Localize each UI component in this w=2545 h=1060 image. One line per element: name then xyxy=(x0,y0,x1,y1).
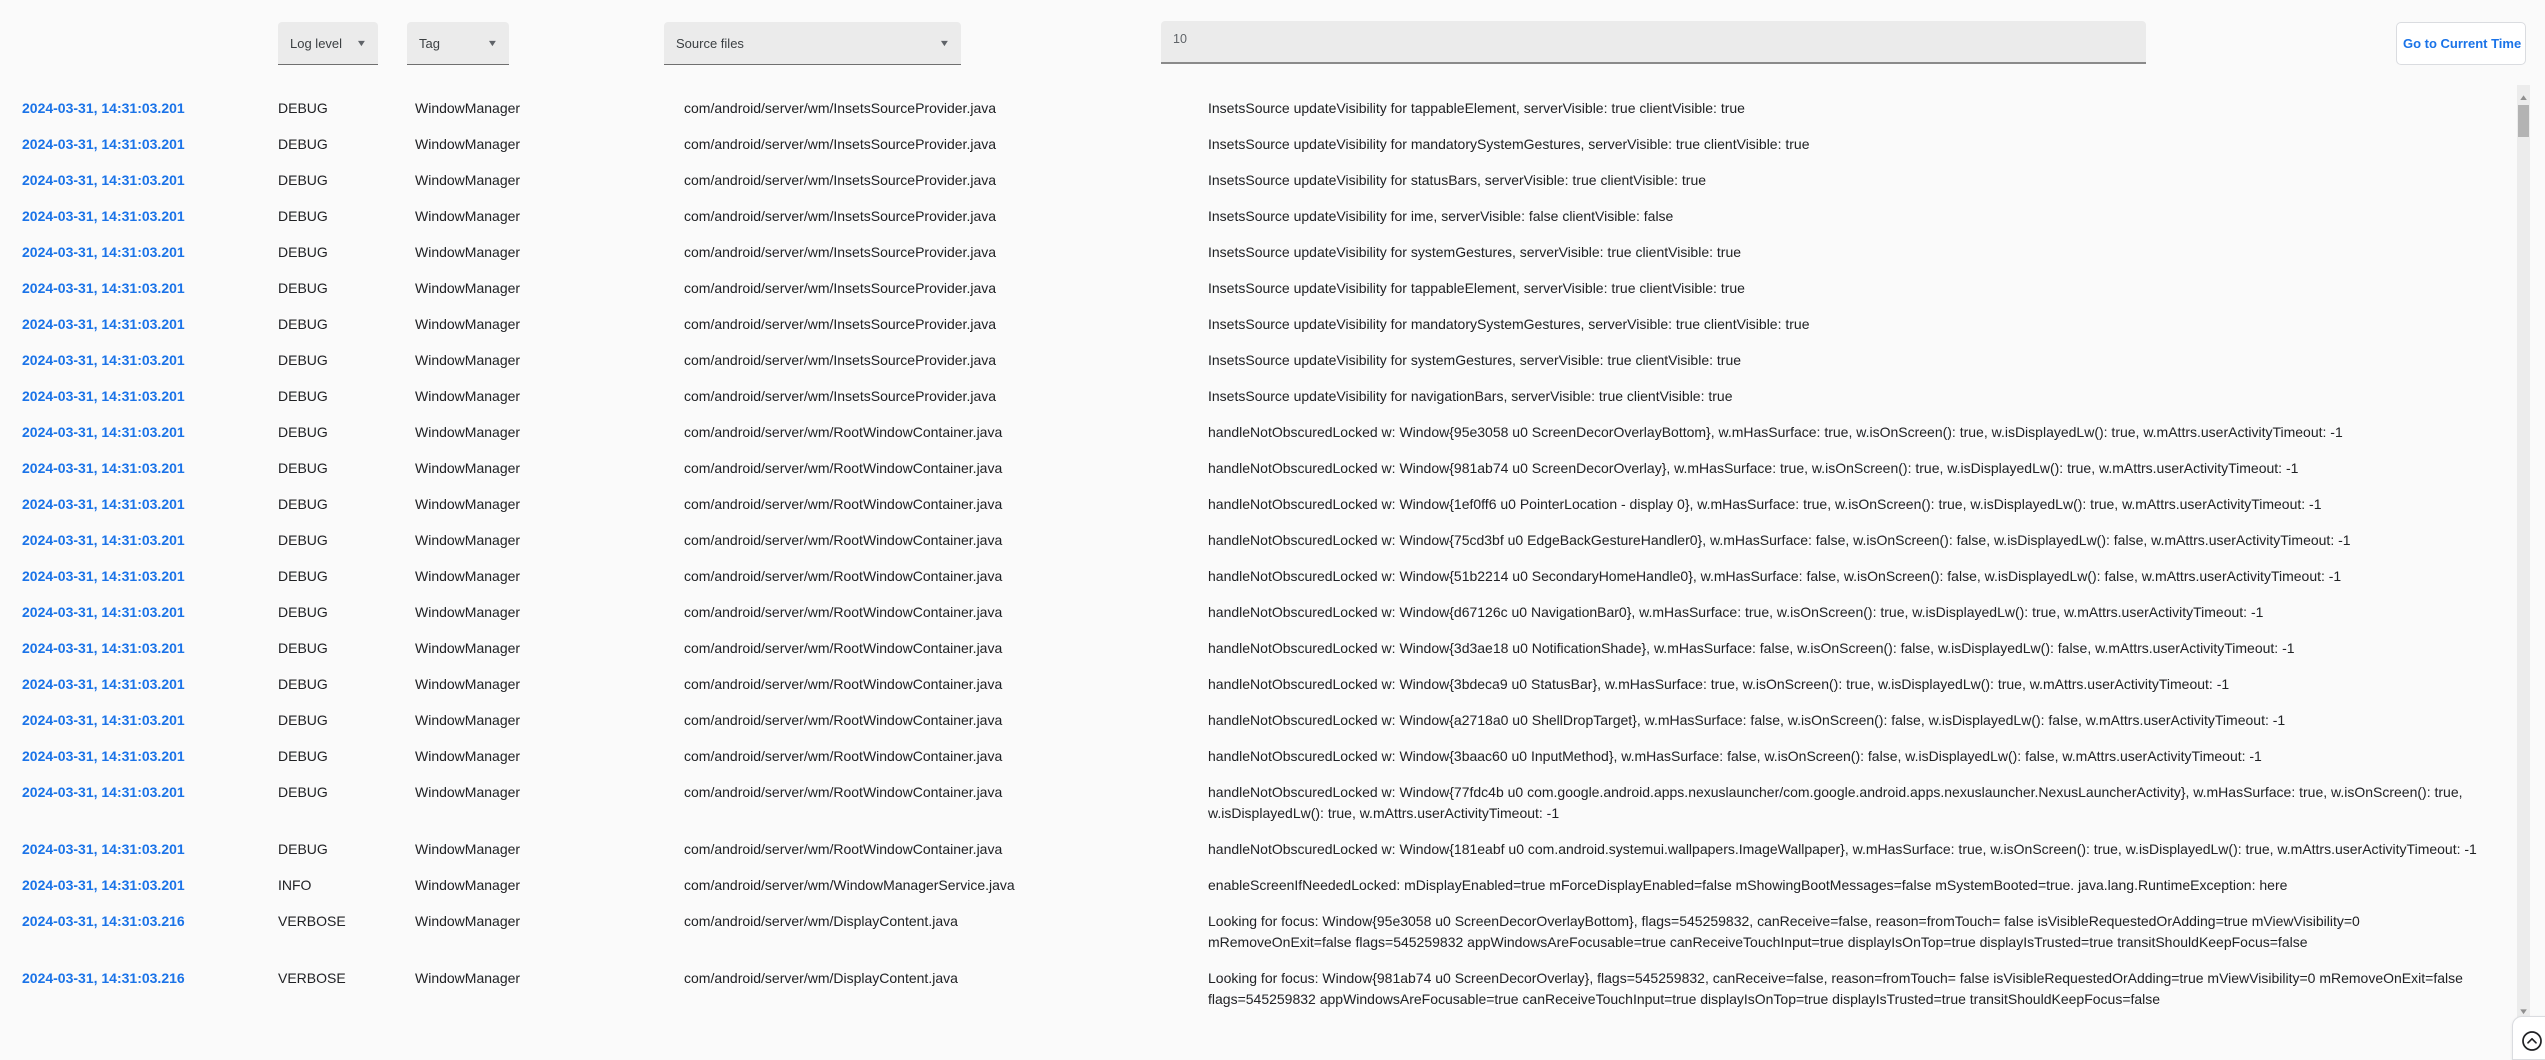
log-tag-cell: WindowManager xyxy=(415,876,521,893)
log-level-cell: DEBUG xyxy=(278,243,328,260)
log-row[interactable] xyxy=(0,378,2518,414)
log-message-cell: handleNotObscuredLocked w: Window{1ef0ff6 u0 PointerLocation - display 0}, w.mHasSurface: true, w.isOnScreen(): true, w.isDisplayedLw(): true, w.mAttrs.userActivityTimeout: -1 xyxy=(1208,495,2322,512)
log-row[interactable] xyxy=(0,960,2518,1017)
log-tag-cell: WindowManager xyxy=(415,840,521,857)
scrollbar-thumb[interactable] xyxy=(2518,105,2529,137)
log-timestamp-link[interactable]: 2024-03-31, 14:31:03.201 xyxy=(22,135,185,152)
log-row[interactable] xyxy=(0,522,2518,558)
log-level-cell: DEBUG xyxy=(278,351,328,368)
log-message-cell: InsetsSource updateVisibility for tappableElement, serverVisible: true clientVisible: true xyxy=(1208,279,1745,296)
log-source-file-cell: com/android/server/wm/DisplayContent.java xyxy=(684,912,958,929)
log-row[interactable] xyxy=(0,162,2518,198)
log-level-cell: DEBUG xyxy=(278,171,328,188)
log-tag-cell: WindowManager xyxy=(415,603,521,620)
go-to-current-time-button[interactable]: Go to Current Time xyxy=(2396,22,2526,65)
log-source-file-cell: com/android/server/wm/RootWindowContainer.java xyxy=(684,495,1003,512)
log-source-file-cell: com/android/server/wm/InsetsSourceProvider.java xyxy=(684,351,997,368)
log-message-cell: handleNotObscuredLocked w: Window{981ab74 u0 ScreenDecorOverlay}, w.mHasSurface: true, w.isOnScreen(): true, w.isDisplayedLw(): true, w.mAttrs.userActivityTimeout: -1 xyxy=(1208,459,2299,476)
log-row[interactable] xyxy=(0,867,2518,903)
log-level-cell: DEBUG xyxy=(278,603,328,620)
log-tag-cell: WindowManager xyxy=(415,495,521,512)
log-row[interactable] xyxy=(0,414,2518,450)
log-message-cell: handleNotObscuredLocked w: Window{a2718a0 u0 ShellDropTarget}, w.mHasSurface: false, w.isOnScreen(): false, w.isDisplayedLw(): false, w.mAttrs.userActivityTimeout: -1 xyxy=(1208,711,2286,728)
log-source-file-cell: com/android/server/wm/InsetsSourceProvider.java xyxy=(684,279,997,296)
log-tag-cell: WindowManager xyxy=(415,243,521,260)
log-message-cell: enableScreenIfNeededLocked: mDisplayEnabled=true mForceDisplayEnabled=false mShowingBootMessages=false mSystemBooted=true. java.lang.RuntimeException: here xyxy=(1208,876,2288,893)
log-timestamp-link[interactable]: 2024-03-31, 14:31:03.201 xyxy=(22,171,185,188)
log-tag-cell: WindowManager xyxy=(415,969,521,986)
log-message-cell: InsetsSource updateVisibility for statusBars, serverVisible: true clientVisible: true xyxy=(1208,171,1707,188)
log-source-file-cell: com/android/server/wm/InsetsSourceProvider.java xyxy=(684,387,997,404)
log-source-file-cell: com/android/server/wm/InsetsSourceProvider.java xyxy=(684,99,997,116)
log-level-cell: DEBUG xyxy=(278,279,328,296)
log-tag-cell: WindowManager xyxy=(415,459,521,476)
log-source-file-cell: com/android/server/wm/RootWindowContainer.java xyxy=(684,675,1003,692)
log-timestamp-link[interactable]: 2024-03-31, 14:31:03.201 xyxy=(22,279,185,296)
log-row[interactable] xyxy=(0,702,2518,738)
log-source-file-cell: com/android/server/wm/InsetsSourceProvider.java xyxy=(684,243,997,260)
log-timestamp-link[interactable]: 2024-03-31, 14:31:03.201 xyxy=(22,876,185,893)
log-level-cell: DEBUG xyxy=(278,711,328,728)
log-row[interactable] xyxy=(0,450,2518,486)
log-timestamp-link[interactable]: 2024-03-31, 14:31:03.201 xyxy=(22,783,185,800)
log-tag-cell: WindowManager xyxy=(415,315,521,332)
log-table xyxy=(0,90,2518,1017)
dropdown-arrow-icon: ▼ xyxy=(938,37,951,48)
log-message-cell: Looking for focus: Window{95e3058 u0 ScreenDecorOverlayBottom}, flags=545259832, canReceive=false, reason=fromTouch= false isVisibleRequestedOrAdding=true mViewVisibility=0 mRemoveOnExit=false flags=545259832 appWindowsAreFocusable=true canReceiveTouchInput=true displayIsOnTop=true displayIsTrusted=true transitShouldKeepFocus=false xyxy=(1208,912,2360,950)
log-level-filter-select[interactable] xyxy=(278,22,378,65)
log-level-cell: VERBOSE xyxy=(278,969,346,986)
log-row[interactable] xyxy=(0,774,2518,831)
log-timestamp-link[interactable]: 2024-03-31, 14:31:03.201 xyxy=(22,531,185,548)
log-tag-cell: WindowManager xyxy=(415,675,521,692)
log-source-file-cell: com/android/server/wm/InsetsSourceProvider.java xyxy=(684,135,997,152)
source-files-filter-label: Source files xyxy=(676,35,744,51)
log-level-cell: DEBUG xyxy=(278,135,328,152)
log-level-cell: DEBUG xyxy=(278,675,328,692)
log-timestamp-link[interactable]: 2024-03-31, 14:31:03.201 xyxy=(22,387,185,404)
log-row[interactable] xyxy=(0,738,2518,774)
log-row[interactable] xyxy=(0,270,2518,306)
log-source-file-cell: com/android/server/wm/RootWindowContainer.java xyxy=(684,567,1003,584)
log-source-file-cell: com/android/server/wm/RootWindowContainer.java xyxy=(684,531,1003,548)
dropdown-arrow-icon: ▼ xyxy=(486,37,499,48)
log-source-file-cell: com/android/server/wm/RootWindowContainer.java xyxy=(684,711,1003,728)
log-message-cell: handleNotObscuredLocked w: Window{75cd3bf u0 EdgeBackGestureHandler0}, w.mHasSurface: false, w.isOnScreen(): false, w.isDisplayedLw(): false, w.mAttrs.userActivityTimeout: -1 xyxy=(1208,531,2351,548)
log-message-cell: handleNotObscuredLocked w: Window{d67126c u0 NavigationBar0}, w.mHasSurface: true, w.isOnScreen(): true, w.isDisplayedLw(): true, w.mAttrs.userActivityTimeout: -1 xyxy=(1208,603,2264,620)
log-timestamp-link[interactable]: 2024-03-31, 14:31:03.201 xyxy=(22,99,185,116)
log-tag-cell: WindowManager xyxy=(415,711,521,728)
log-row[interactable] xyxy=(0,594,2518,630)
expand-up-circle-icon xyxy=(2520,1029,2544,1053)
log-message-cell: handleNotObscuredLocked w: Window{3d3ae18 u0 NotificationShade}, w.mHasSurface: false, w.isOnScreen(): false, w.isDisplayedLw(): false, w.mAttrs.userActivityTimeout: -1 xyxy=(1208,639,2295,656)
log-row[interactable] xyxy=(0,903,2518,960)
log-timestamp-link[interactable]: 2024-03-31, 14:31:03.201 xyxy=(22,495,185,512)
log-level-cell: DEBUG xyxy=(278,747,328,764)
log-source-file-cell: com/android/server/wm/RootWindowContainer.java xyxy=(684,603,1003,620)
log-level-cell: DEBUG xyxy=(278,459,328,476)
log-row[interactable] xyxy=(0,558,2518,594)
log-tag-cell: WindowManager xyxy=(415,747,521,764)
log-timestamp-link[interactable]: 2024-03-31, 14:31:03.201 xyxy=(22,351,185,368)
log-tag-cell: WindowManager xyxy=(415,207,521,224)
log-tag-cell: WindowManager xyxy=(415,531,521,548)
log-level-cell: DEBUG xyxy=(278,639,328,656)
log-timestamp-link[interactable]: 2024-03-31, 14:31:03.201 xyxy=(22,243,185,260)
log-message-cell: handleNotObscuredLocked w: Window{3bdeca9 u0 StatusBar}, w.mHasSurface: true, w.isOnScreen(): true, w.isDisplayedLw(): true, w.mAttrs.userActivityTimeout: -1 xyxy=(1208,675,2230,692)
log-source-file-cell: com/android/server/wm/InsetsSourceProvider.java xyxy=(684,207,997,224)
tag-filter-label: Tag xyxy=(419,35,440,51)
log-source-file-cell: com/android/server/wm/RootWindowContainer.java xyxy=(684,783,1003,800)
log-source-file-cell: com/android/server/wm/RootWindowContainer.java xyxy=(684,639,1003,656)
log-message-cell: handleNotObscuredLocked w: Window{95e3058 u0 ScreenDecorOverlayBottom}, w.mHasSurface: true, w.isOnScreen(): true, w.isDisplayedLw(): true, w.mAttrs.userActivityTimeout: -1 xyxy=(1208,423,2343,440)
log-message-cell: InsetsSource updateVisibility for mandatorySystemGestures, serverVisible: true clientVisible: true xyxy=(1208,135,1810,152)
scrollbar-up-arrow-icon[interactable]: ▲ xyxy=(2517,93,2530,102)
log-message-cell: handleNotObscuredLocked w: Window{3baac60 u0 InputMethod}, w.mHasSurface: false, w.isOnScreen(): false, w.isDisplayedLw(): false, w.mAttrs.userActivityTimeout: -1 xyxy=(1208,747,2262,764)
log-timestamp-link[interactable]: 2024-03-31, 14:31:03.201 xyxy=(22,423,185,440)
log-row[interactable] xyxy=(0,486,2518,522)
vertical-scrollbar[interactable] xyxy=(2517,85,2530,1022)
log-level-cell: DEBUG xyxy=(278,207,328,224)
filter-toolbar xyxy=(0,0,2545,85)
log-source-file-cell: com/android/server/wm/DisplayContent.java xyxy=(684,969,958,986)
dropdown-arrow-icon: ▼ xyxy=(355,37,368,48)
log-tag-cell: WindowManager xyxy=(415,99,521,116)
log-tag-cell: WindowManager xyxy=(415,279,521,296)
log-source-file-cell: com/android/server/wm/RootWindowContainer.java xyxy=(684,840,1003,857)
log-row[interactable] xyxy=(0,630,2518,666)
log-tag-cell: WindowManager xyxy=(415,351,521,368)
log-source-file-cell: com/android/server/wm/InsetsSourceProvider.java xyxy=(684,315,997,332)
log-source-file-cell: com/android/server/wm/RootWindowContainer.java xyxy=(684,747,1003,764)
log-timestamp-link[interactable]: 2024-03-31, 14:31:03.201 xyxy=(22,840,185,857)
log-message-cell: InsetsSource updateVisibility for ime, serverVisible: false clientVisible: false xyxy=(1208,207,1674,224)
log-timestamp-link[interactable]: 2024-03-31, 14:31:03.201 xyxy=(22,747,185,764)
log-message-cell: InsetsSource updateVisibility for navigationBars, serverVisible: true clientVisible: true xyxy=(1208,387,1733,404)
log-message-cell: handleNotObscuredLocked w: Window{77fdc4b u0 com.google.android.apps.nexuslauncher/com.google.android.apps.nexuslauncher.NexusLauncherActivity}, w.mHasSurface: true, w.isOnScreen(): true, w.isDisplayedLw(): true, w.mAttrs.userActivityTimeout: -1 xyxy=(1208,783,2463,821)
log-timestamp-link[interactable]: 2024-03-31, 14:31:03.201 xyxy=(22,315,185,332)
log-timestamp-link[interactable]: 2024-03-31, 14:31:03.216 xyxy=(22,969,185,986)
log-level-cell: DEBUG xyxy=(278,783,328,800)
log-row[interactable] xyxy=(0,342,2518,378)
log-message-cell: handleNotObscuredLocked w: Window{51b2214 u0 SecondaryHomeHandle0}, w.mHasSurface: false, w.isOnScreen(): false, w.isDisplayedLw(): false, w.mAttrs.userActivityTimeout: -1 xyxy=(1208,567,2342,584)
log-level-cell: DEBUG xyxy=(278,840,328,857)
log-timestamp-link[interactable]: 2024-03-31, 14:31:03.201 xyxy=(22,675,185,692)
scrollbar-down-arrow-icon[interactable]: ▼ xyxy=(2517,1007,2530,1016)
log-tag-cell: WindowManager xyxy=(415,423,521,440)
log-source-file-cell: com/android/server/wm/RootWindowContainer.java xyxy=(684,423,1003,440)
log-message-cell: handleNotObscuredLocked w: Window{181eabf u0 com.android.systemui.wallpapers.ImageWallpaper}, w.mHasSurface: true, w.isOnScreen(): true, w.isDisplayedLw(): true, w.mAttrs.userActivityTimeout: -1 xyxy=(1208,840,2477,857)
log-row[interactable] xyxy=(0,666,2518,702)
log-tag-cell: WindowManager xyxy=(415,387,521,404)
log-level-cell: INFO xyxy=(278,876,312,893)
log-timestamp-link[interactable]: 2024-03-31, 14:31:03.201 xyxy=(22,639,185,656)
log-row[interactable] xyxy=(0,126,2518,162)
log-source-file-cell: com/android/server/wm/RootWindowContainer.java xyxy=(684,459,1003,476)
log-message-cell: InsetsSource updateVisibility for systemGestures, serverVisible: true clientVisible: true xyxy=(1208,243,1742,260)
log-message-cell: Looking for focus: Window{981ab74 u0 ScreenDecorOverlay}, flags=545259832, canReceive=false, reason=fromTouch= false isVisibleRequestedOrAdding=true mViewVisibility=0 mRemoveOnExit=false flags=545259832 appWindowsAreFocusable=true canReceiveTouchInput=true displayIsOnTop=true displayIsTrusted=true transitShouldKeepFocus=false xyxy=(1208,969,2463,1007)
log-tag-cell: WindowManager xyxy=(415,783,521,800)
log-message-cell: InsetsSource updateVisibility for mandatorySystemGestures, serverVisible: true clientVisible: true xyxy=(1208,315,1810,332)
log-message-cell: InsetsSource updateVisibility for systemGestures, serverVisible: true clientVisible: true xyxy=(1208,351,1742,368)
log-tag-cell: WindowManager xyxy=(415,639,521,656)
tag-filter-select[interactable] xyxy=(407,22,509,65)
source-files-filter-select[interactable] xyxy=(664,22,961,65)
log-message-cell: InsetsSource updateVisibility for tappableElement, serverVisible: true clientVisible: true xyxy=(1208,99,1745,116)
log-row[interactable] xyxy=(0,90,2518,126)
log-level-cell: DEBUG xyxy=(278,387,328,404)
log-row[interactable] xyxy=(0,831,2518,867)
log-timestamp-link[interactable]: 2024-03-31, 14:31:03.216 xyxy=(22,912,185,929)
log-tag-cell: WindowManager xyxy=(415,912,521,929)
log-level-cell: DEBUG xyxy=(278,315,328,332)
log-level-cell: DEBUG xyxy=(278,423,328,440)
log-row[interactable] xyxy=(0,234,2518,270)
scroll-to-top-button[interactable] xyxy=(2512,1016,2545,1060)
log-level-cell: DEBUG xyxy=(278,531,328,548)
log-tag-cell: WindowManager xyxy=(415,135,521,152)
log-level-cell: DEBUG xyxy=(278,99,328,116)
limit-input[interactable] xyxy=(1161,21,2146,64)
log-timestamp-link[interactable]: 2024-03-31, 14:31:03.201 xyxy=(22,207,185,224)
log-level-cell: DEBUG xyxy=(278,567,328,584)
log-level-filter-label: Log level xyxy=(290,35,343,51)
log-source-file-cell: com/android/server/wm/WindowManagerService.java xyxy=(684,876,1015,893)
log-timestamp-link[interactable]: 2024-03-31, 14:31:03.201 xyxy=(22,603,185,620)
log-level-cell: VERBOSE xyxy=(278,912,346,929)
log-tag-cell: WindowManager xyxy=(415,171,521,188)
log-tag-cell: WindowManager xyxy=(415,567,521,584)
log-level-cell: DEBUG xyxy=(278,495,328,512)
log-source-file-cell: com/android/server/wm/InsetsSourceProvider.java xyxy=(684,171,997,188)
log-timestamp-link[interactable]: 2024-03-31, 14:31:03.201 xyxy=(22,711,185,728)
log-row[interactable] xyxy=(0,198,2518,234)
log-timestamp-link[interactable]: 2024-03-31, 14:31:03.201 xyxy=(22,567,185,584)
log-timestamp-link[interactable]: 2024-03-31, 14:31:03.201 xyxy=(22,459,185,476)
log-row[interactable] xyxy=(0,306,2518,342)
